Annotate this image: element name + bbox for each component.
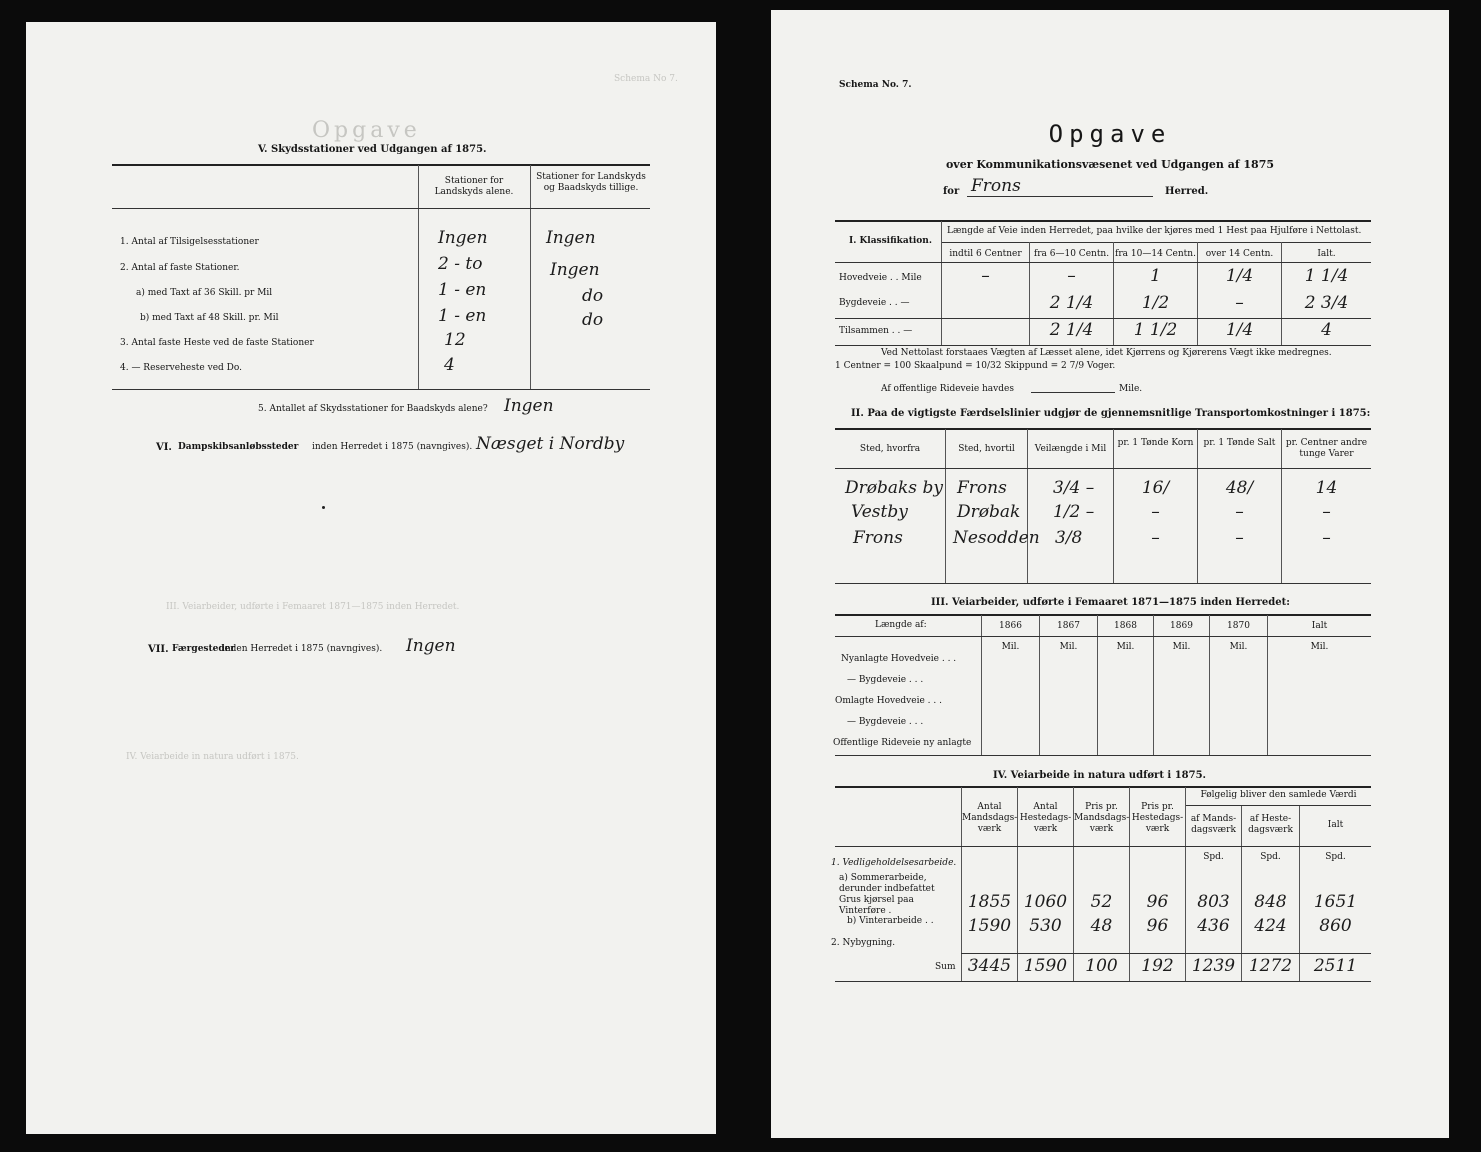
handwritten-value: Ingen — [438, 228, 488, 248]
s4-sum: 2511 — [1313, 956, 1358, 976]
s1-col-head: fra 10—14 Centn. — [1115, 249, 1196, 259]
s4-sub-head: Ialt — [1327, 820, 1344, 830]
s1-cell: 2 1/4 — [1049, 320, 1094, 340]
rule — [112, 208, 650, 209]
rule — [835, 428, 1371, 430]
s1-cell: 1 1/2 — [1133, 320, 1178, 340]
q5-label: 5. Antallet af Skydsstationer for Baadskyds alene? — [258, 404, 488, 414]
s4-sum: 1272 — [1248, 956, 1293, 976]
s4-cell: 803 — [1197, 892, 1230, 912]
col-head-landskyds: Stationer for Landskyds alene. — [434, 176, 514, 197]
handwritten-value: Ingen — [550, 260, 600, 280]
rule — [835, 262, 1371, 263]
s4-col-head: Pris pr. Mandsdags-værk — [1074, 802, 1130, 834]
col-head-baadskyds: Stationer for Landskyds og Baadskyds tillige. — [536, 172, 646, 193]
s3-row: — Bygdeveie . . . — [847, 675, 924, 685]
s3-row: — Bygdeveie . . . — [847, 717, 924, 727]
s1-cell: 1/4 — [1225, 320, 1254, 340]
s4-sub-head: af Heste-dagsværk — [1248, 814, 1293, 835]
section-vii-value: Ingen — [406, 636, 456, 656]
rule — [835, 220, 1371, 222]
s2-col-head: pr. Centner andre tunge Varer — [1285, 438, 1368, 459]
s2-title: II. Paa de vigtigste Færdselslinier udgjør de gjennemsnitlige Transportomkostninger i 1875: — [851, 408, 1371, 419]
s3-year: 1868 — [1114, 621, 1137, 631]
s2-korn: – — [1151, 502, 1160, 522]
handwritten-value: Ingen — [546, 228, 596, 248]
rule — [835, 614, 1371, 616]
handwritten-value: 12 — [444, 330, 466, 350]
s1-ride-unit: Mile. — [1119, 384, 1143, 394]
s1-ride-label: Af offentlige Rideveie havdes — [881, 384, 1014, 394]
handwritten-value: 1 - en — [438, 306, 487, 326]
right-page — [771, 10, 1449, 1138]
rule — [835, 981, 1371, 982]
section-vii-title: Færgesteder — [172, 644, 236, 654]
herred-label: Herred. — [1165, 186, 1209, 197]
s1-head-span: Længde af Veie inden Herredet, paa hvilke der kjøres med 1 Hest paa Hjulføre i Nettolast. — [947, 226, 1362, 236]
s3-unit: Mil. — [1059, 642, 1078, 652]
s1-cell: 1 — [1150, 266, 1161, 286]
s4-sum: 1239 — [1191, 956, 1236, 976]
row-label: b) med Taxt af 48 Skill. pr. Mil — [140, 313, 279, 323]
s2-to: Drøbak — [957, 502, 1021, 522]
s3-year: 1870 — [1227, 621, 1250, 631]
rule — [835, 636, 1371, 637]
rule — [942, 242, 1371, 243]
section-vi-title: Dampskibsanløbssteder — [178, 442, 299, 452]
ghost-title: Opgave — [312, 118, 421, 143]
s1-cell: 2 3/4 — [1304, 293, 1349, 313]
s3-length-label: Længde af: — [875, 620, 927, 630]
rule — [835, 345, 1371, 346]
ghost-text: IV. Veiarbeide in natura udført i 1875. — [126, 752, 299, 762]
s4-sum: 192 — [1141, 956, 1174, 976]
s4-col-head: Antal Mandsdags-værk — [962, 802, 1018, 834]
s4-row-label: a) Sommerarbeide, derunder indbefattet Grus kjørsel paa Vinterføre . — [839, 873, 935, 916]
col-divider — [530, 165, 531, 389]
schema-label: Schema No. 7. — [839, 80, 912, 90]
rule — [1186, 805, 1371, 806]
s2-from: Vestby — [851, 502, 908, 522]
s2-col-head: pr. 1 Tønde Salt — [1203, 438, 1276, 448]
section-v-title: V. Skydsstationer ved Udgangen af 1875. — [258, 144, 487, 155]
handwritten-value: do — [582, 286, 604, 306]
section-vii-num: VII. — [148, 644, 169, 655]
s2-col-head: Veilængde i Mil — [1034, 444, 1107, 454]
s1-cell: 2 1/4 — [1049, 293, 1094, 313]
q5-value: Ingen — [504, 396, 554, 416]
s3-year: Ialt — [1311, 621, 1328, 631]
rule — [835, 583, 1371, 584]
s4-group-head: Følgelig bliver den samlede Værdi — [1200, 790, 1357, 800]
section-vi-text: inden Herredet i 1875 (navngives). — [312, 442, 473, 452]
s3-unit: Mil. — [1229, 642, 1248, 652]
s1-cell: 1/4 — [1225, 266, 1254, 286]
s4-cell: 436 — [1197, 916, 1230, 936]
s2-col-head: Sted, hvortil — [958, 444, 1015, 454]
ride-blank — [1031, 392, 1115, 393]
s2-andre: 14 — [1315, 478, 1338, 498]
s2-salt: – — [1235, 502, 1244, 522]
rule — [112, 164, 650, 166]
s2-col-head: Sted, hvorfra — [859, 444, 921, 454]
left-page — [26, 22, 716, 1134]
s4-cell: 848 — [1254, 892, 1287, 912]
s1-cell: 1 1/4 — [1304, 266, 1349, 286]
row-label: 1. Antal af Tilsigelsesstationer — [120, 237, 259, 247]
s4-unit: Spd. — [1260, 852, 1281, 862]
s4-col-head: Pris pr. Hestedags-værk — [1131, 802, 1184, 834]
rule — [835, 846, 1371, 847]
s2-col-head: pr. 1 Tønde Korn — [1117, 438, 1194, 448]
s4-cell: 530 — [1029, 916, 1062, 936]
s1-cell: 1/2 — [1141, 293, 1170, 313]
rule — [961, 953, 1371, 954]
s4-sum-label: Sum — [935, 962, 956, 972]
s4-cell: 424 — [1254, 916, 1287, 936]
s4-cell: 96 — [1146, 916, 1169, 936]
herred-name: Frons — [971, 176, 1021, 196]
for-label: for — [943, 186, 960, 197]
ink-dot — [322, 506, 325, 509]
s4-sum: 100 — [1085, 956, 1118, 976]
s4-cell: 1590 — [967, 916, 1012, 936]
s3-unit: Mil. — [1116, 642, 1135, 652]
s1-col-head: fra 6—10 Centn. — [1033, 249, 1110, 259]
s4-cell: 1855 — [967, 892, 1012, 912]
rule — [835, 468, 1371, 469]
s1-cell: 4 — [1321, 320, 1332, 340]
s4-row-label: b) Vinterarbeide . . — [847, 916, 934, 926]
s4-cell: 1060 — [1023, 892, 1068, 912]
s1-cell: – — [1067, 266, 1076, 286]
row-label: 2. Antal af faste Stationer. — [120, 263, 240, 273]
s4-unit: Spd. — [1203, 852, 1224, 862]
s4-sub-head: af Mands-dagsværk — [1190, 814, 1237, 835]
rule — [835, 318, 1371, 319]
s3-unit: Mil. — [1172, 642, 1191, 652]
s2-salt: – — [1235, 528, 1244, 548]
s1-row-label: Bygdeveie . . — — [839, 298, 910, 308]
s3-unit: Mil. — [1310, 642, 1329, 652]
s2-dist: 1/2 – — [1053, 502, 1095, 522]
rule — [835, 786, 1371, 788]
s1-cell: – — [981, 266, 990, 286]
s4-cell: 48 — [1090, 916, 1113, 936]
s1-col-head: indtil 6 Centner — [949, 249, 1022, 259]
s4-unit: Spd. — [1325, 852, 1346, 862]
s4-cell: 1651 — [1313, 892, 1358, 912]
row-label: a) med Taxt af 36 Skill. pr Mil — [136, 288, 273, 298]
handwritten-value: 2 - to — [438, 254, 483, 274]
section-vi-value: Næsget i Nordby — [476, 434, 625, 454]
s1-col-head: Ialt. — [1317, 249, 1336, 259]
page-title: Opgave — [1048, 120, 1172, 148]
s1-col-head: over 14 Centn. — [1205, 249, 1274, 259]
s2-from: Frons — [853, 528, 903, 548]
rule — [112, 389, 650, 390]
s2-salt: 48/ — [1225, 478, 1254, 498]
s3-year: 1866 — [999, 621, 1022, 631]
handwritten-value: 4 — [444, 355, 455, 375]
ghost-schema: Schema No 7. — [614, 74, 678, 84]
s1-note: Ved Nettolast forstaaes Vægten af Læsset alene, idet Kjørrens og Kjørerens Vægt ikke medregnes. — [881, 348, 1332, 358]
s2-dist: 3/4 – — [1053, 478, 1095, 498]
s1-cell: – — [1235, 293, 1244, 313]
herred-underline — [967, 196, 1153, 197]
s3-year: 1869 — [1170, 621, 1193, 631]
row-label: 4. — Reserveheste ved Do. — [120, 363, 242, 373]
s4-cell: 860 — [1319, 916, 1352, 936]
s2-to: Nesodden — [953, 528, 1040, 548]
ghost-text: III. Veiarbeider, udførte i Femaaret 1871—1875 inden Herredet. — [166, 602, 460, 612]
s2-to: Frons — [957, 478, 1007, 498]
s4-cell: 96 — [1146, 892, 1169, 912]
col-divider — [418, 165, 419, 389]
s2-andre: – — [1322, 502, 1331, 522]
s1-head-class: I. Klassifikation. — [849, 236, 932, 246]
page-subtitle: over Kommunikationsvæsenet ved Udgangen af 1875 — [945, 158, 1275, 171]
rule — [835, 755, 1371, 756]
s4-row-label: 1. Vedligeholdelsesarbeide. — [831, 858, 957, 868]
s2-dist: 3/8 — [1055, 528, 1083, 548]
row-label: 3. Antal faste Heste ved de faste Stationer — [120, 338, 314, 348]
section-vi-num: VI. — [156, 442, 172, 453]
s2-andre: – — [1322, 528, 1331, 548]
s2-korn: – — [1151, 528, 1160, 548]
s4-sum: 3445 — [967, 956, 1012, 976]
handwritten-value: 1 - en — [438, 280, 487, 300]
s3-unit: Mil. — [1001, 642, 1020, 652]
s3-row: Nyanlagte Hovedveie . . . — [841, 654, 957, 664]
s3-row: Omlagte Hovedveie . . . — [835, 696, 942, 706]
s1-row-label: Tilsammen . . — — [839, 326, 913, 336]
handwritten-value: do — [582, 310, 604, 330]
s4-sum: 1590 — [1023, 956, 1068, 976]
section-vii-text: inden Herredet i 1875 (navngives). — [222, 644, 383, 654]
s2-korn: 16/ — [1141, 478, 1170, 498]
s1-row-label: Hovedveie . . Mile — [839, 273, 922, 283]
s4-title: IV. Veiarbeide in natura udført i 1875. — [993, 770, 1207, 781]
s3-year: 1867 — [1057, 621, 1080, 631]
s3-row: Offentlige Rideveie ny anlagte — [833, 738, 972, 748]
s4-col-head: Antal Hestedags-værk — [1019, 802, 1072, 834]
s4-cell: 52 — [1090, 892, 1113, 912]
s2-from: Drøbaks by — [845, 478, 943, 498]
s1-note: 1 Centner = 100 Skaalpund = 10/32 Skippund = 2 7/9 Voger. — [835, 361, 1116, 371]
s4-row-label: 2. Nybygning. — [831, 938, 896, 948]
s3-title: III. Veiarbeider, udførte i Femaaret 1871—1875 inden Herredet: — [931, 597, 1290, 608]
